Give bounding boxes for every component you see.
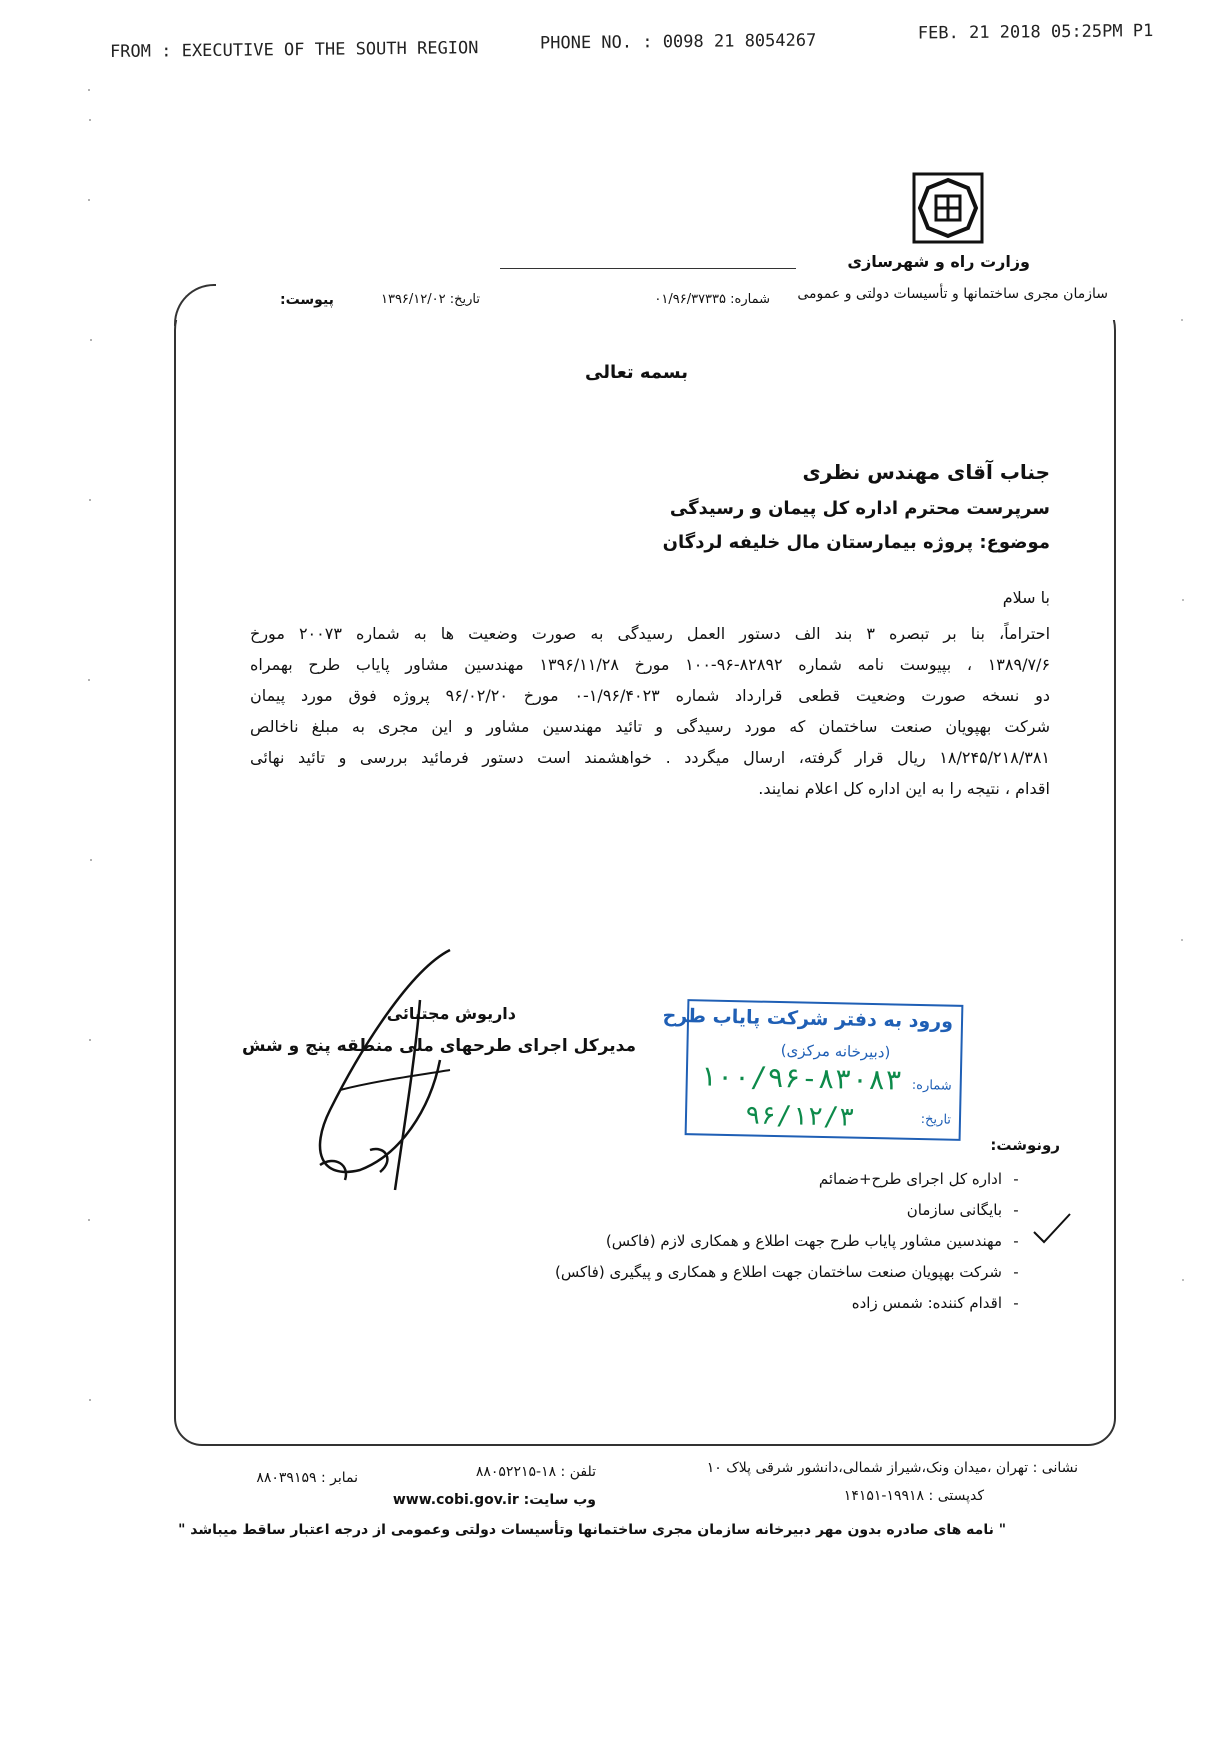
stamp-date-label: تاریخ: [920,1112,952,1128]
body-line: احتراماً، بنا بر تبصره ۳ بند الف دستور العمل رسیدگی به صورت وضعیت ها به شماره ۲۰۰۷۳ مورخ [250,624,1051,643]
addressee-title: سرپرست محترم اداره کل پیمان و رسیدگی [669,498,1050,519]
letter-subject: موضوع: پروژه بیمارستان مال خلیفه لردگان [662,532,1050,553]
body-line: اقدام ، نتیجه را به این اداره کل اعلام نمایند. [758,779,1050,798]
letter-number: شماره: ۰۱/۹۶/۳۷۳۳۵ [654,292,770,307]
cc-item-label: بایگانی سازمان [906,1201,1002,1219]
cc-item: -بایگانی سازمان [906,1201,1019,1219]
letter-date: تاریخ: ۱۳۹۶/۱۲/۰۲ [380,292,480,307]
body-line: ۱۳۸۹/۷/۶ ، بپیوست نامه شماره ۸۲۸۹۲-۹۶-۱۰۰ مورخ ۱۳۹۶/۱۱/۲۸ مهندسین مشاور پایاب طرح بهمراه [250,655,1051,674]
footer-phone: تلفن : ۱۸-۸۸۰۵۲۲۱۵ [475,1464,596,1480]
organization-name: سازمان مجری ساختمانها و تأسیسات دولتی و عمومی [797,286,1108,302]
stamp-number-label: شماره: [911,1077,952,1094]
checkmark-icon [1030,1210,1074,1246]
fax-header [110,19,1190,70]
signatory-title: مدیرکل اجرای طرحهای ملی منطقه پنج و شش [241,1036,636,1056]
attachment-label: پیوست: [280,292,334,308]
cc-item: -اداره کل اجرای طرح+ضمائم [818,1170,1019,1188]
footer-address: نشانی : تهران ،میدان ونک،شیراز شمالی،دانشور شرقی پلاک ۱۰ [706,1460,1078,1476]
receipt-stamp [662,999,964,1141]
cc-item-label: اداره کل اجرای طرح+ضمائم [818,1170,1002,1188]
fax-date: FEB. 21 2018 05:25PM P1 [917,21,1154,44]
cc-item-label: مهندسین مشاور پایاب طرح جهت اطلاع و همکاری لازم (فاکس) [605,1232,1002,1250]
cc-item: -شرکت بهپویان صنعت ساختمان جهت اطلاع و همکاری و پیگیری (فاکس) [554,1263,1019,1281]
cc-item: -مهندسین مشاور پایاب طرح جهت اطلاع و همکاری لازم (فاکس) [605,1232,1019,1250]
cc-item-label: اقدام کننده: شمس زاده [851,1294,1002,1312]
stamp-subtitle: (دبیرخانه مرکزی) [780,1041,891,1062]
signature-mark [300,940,500,1200]
footer-website: وب سایت: www.cobi.gov.ir [392,1492,596,1508]
footer-postal-code: کدپستی : ۱۹۹۱۸-۱۴۱۵۱ [843,1488,984,1504]
addressee-name: جناب آقای مهندس نظری [802,460,1050,484]
body-line: ۱۸/۲۴۵/۲۱۸/۳۸۱ ریال قرار گرفته، ارسال میگردد . خواهشمند است دستور فرمائید بررسی و تائید نهائی [250,748,1050,767]
scan-specks [86,80,100,1480]
scan-specks-right [1178,300,1188,1500]
footer-validity-note: " نامه های صادره بدون مهر دبیرخانه سازمان مجری ساختمانها وتأسیسات دولتی وعمومی از درجه اعتبار ساقط میباشد " [178,1522,1006,1538]
cc-item: -اقدام کننده: شمس زاده [851,1294,1019,1312]
basmala: بسمه تعالی [585,362,688,383]
stamp-date-value: ۹۶/۱۲/۳ [744,1100,855,1133]
greeting: با سلام [1002,588,1050,607]
footer-fax: نمابر : ۸۸۰۳۹۱۵۹ [256,1470,358,1486]
cc-list [555,1164,1030,1319]
ministry-name: وزارت راه و شهرسازی [847,252,1030,271]
letter-frame-corner [174,284,216,326]
fax-from: FROM : EXECUTIVE OF THE SOUTH REGION [109,38,479,62]
cc-heading: رونوشت: [990,1136,1060,1154]
signatory-name: داریوش مجتبائی [386,1004,516,1023]
ministry-emblem-icon [912,172,984,244]
cc-item-label: شرکت بهپویان صنعت ساختمان جهت اطلاع و همکاری و پیگیری (فاکس) [554,1263,1002,1281]
letter-body [250,618,1050,804]
body-line: شرکت بهپویان صنعت ساختمان که مورد رسیدگی و تائید مهندسین مشاور و این مجری به مبلغ ناخالص [250,717,1050,736]
letter-meta [270,292,770,318]
stamp-title: ورود به دفتر شرکت پایاب طرح [662,1004,954,1033]
body-line: دو نسخه صورت وضعیت قطعی قرارداد شماره ۱/۹۶/۴۰۲۳-۰ مورخ ۹۶/۰۲/۲۰ پروژه فوق مورد پیمان [250,686,1051,705]
letterhead-rule [500,268,796,269]
fax-phone: PHONE NO. : 0098 21 8054267 [539,30,817,54]
stamp-number-value: ۱۰۰/۹۶-۸۳۰۸۳ [699,1059,903,1097]
